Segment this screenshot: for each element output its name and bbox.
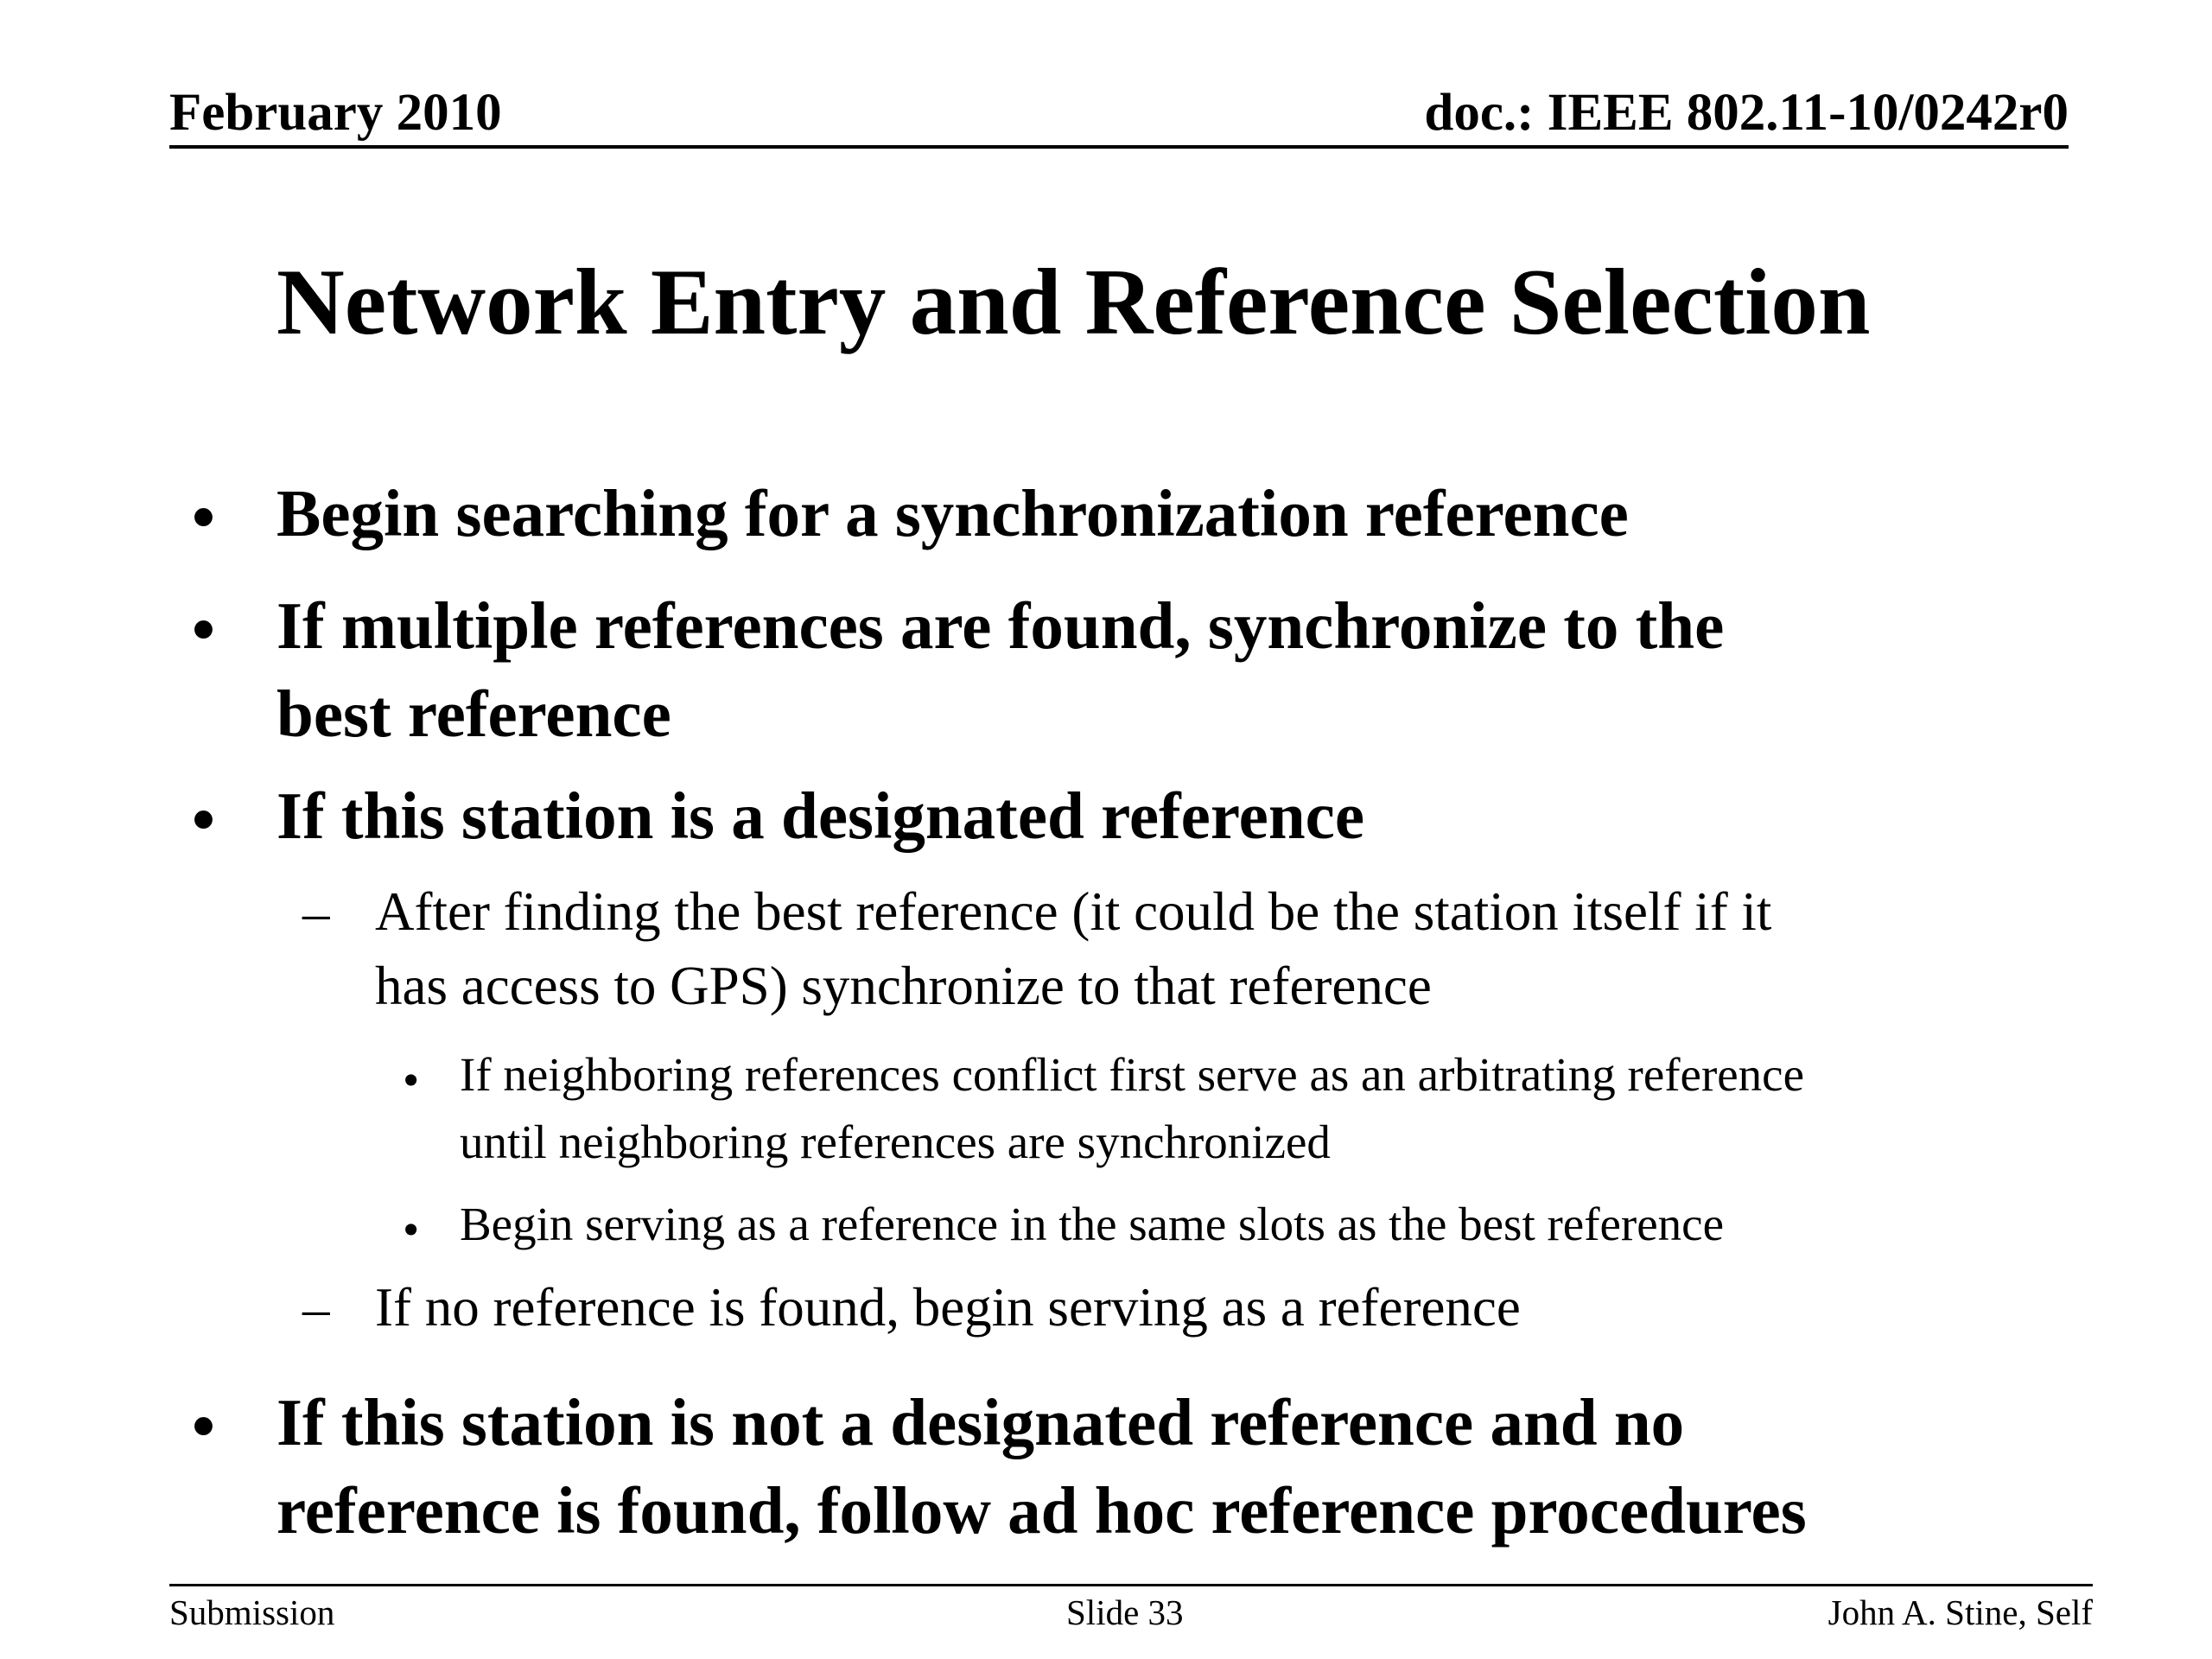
header-date: February 2010 (169, 84, 502, 142)
header-doc-id: doc.: IEEE 802.11-10/0242r0 (1424, 84, 2069, 142)
dash-marker: – (302, 882, 330, 943)
bullet-marker: • (403, 1203, 420, 1255)
subsubbullet-text: Begin serving as a reference in the same slots as the best reference (460, 1198, 1724, 1250)
footer-submission: Submission (169, 1592, 335, 1632)
bullet-text: Begin searching for a synchronization reference (276, 476, 1629, 550)
bullet-marker: • (403, 1053, 420, 1106)
bullet-text-line2: best reference (276, 677, 671, 751)
bullet-marker: • (192, 592, 215, 666)
slide-title: Network Entry and Reference Selection (276, 250, 1871, 354)
bullet-text-line1: If multiple references are found, synchronize to the (276, 588, 1725, 663)
dash-marker: – (302, 1278, 330, 1338)
subbullet-text-line1: After finding the best reference (it could be the station itself if it (375, 881, 1772, 942)
bullet-text: If this station is a designated reference (276, 779, 1364, 853)
bullet-marker: • (192, 1389, 215, 1463)
bullet-text-line2: reference is found, follow ad hoc reference procedures (276, 1473, 1807, 1548)
subbullet-text-line2: has access to GPS) synchronize to that reference (375, 956, 1432, 1016)
subsubbullet-text-line2: until neighboring references are synchronized (460, 1116, 1331, 1168)
bullet-marker: • (192, 782, 215, 856)
footer-divider (169, 1584, 2093, 1586)
footer-slide-number: Slide 33 (1066, 1592, 1184, 1632)
subbullet-text: If no reference is found, begin serving as a reference (375, 1277, 1521, 1338)
footer-author: John A. Stine, Self (1827, 1592, 2093, 1632)
subsubbullet-text-line1: If neighboring references conflict first serve as an arbitrating reference (460, 1048, 1805, 1101)
bullet-marker: • (192, 480, 215, 554)
bullet-text-line1: If this station is not a designated reference and no (276, 1385, 1685, 1459)
